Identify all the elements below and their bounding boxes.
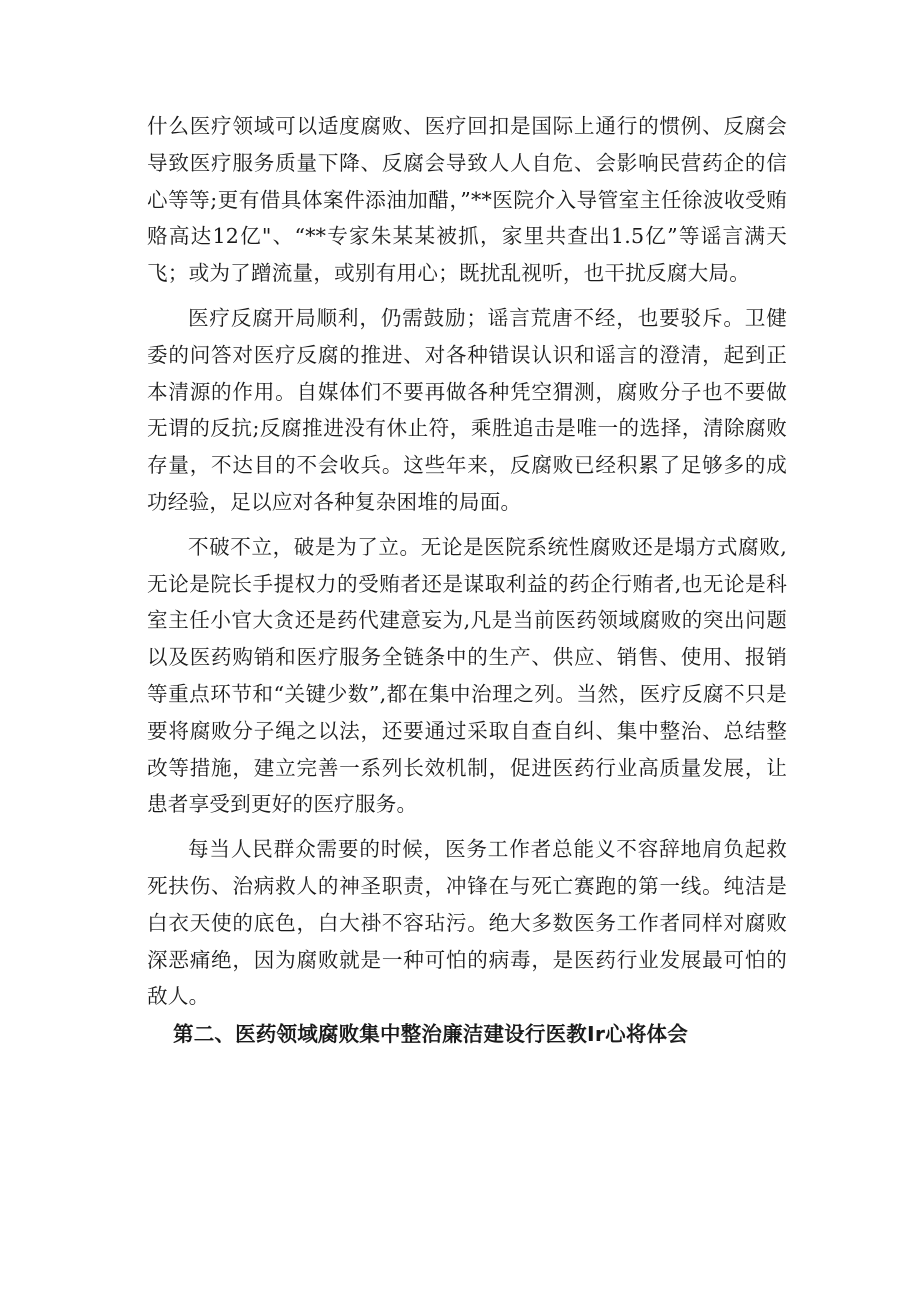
paragraph-3: 不破不立，破是为了立。无论是医院系统性腐败还是塌方式腐败,无论是院长手提权力的受贿者还是谋取利益的药企行贿者,也无论是科室主任小官大贪还是药代建意妄为,凡是当前医药领域腐败的突出问题以及医药购销和医疗服务全链条中的生产、供应、销售、使用、报销等重点环节和“关键少数”,都在集中治理之列。当然，医疗反腐不只是要将腐败分子绳之以法，还要通过采取自查自纠、集中整治、总结整改等措施，建立完善一系列长效机制，促进医药行业高质量发展，让患者享受到更好的医疗服务。 <box>147 534 787 817</box>
paragraph-1: 什么医疗领域可以适度腐败、医疗回扣是国际上通行的惯例、反腐会导致医疗服务质量下降、反腐会导致人人自危、会影响民营药企的信心等等;更有借具体案件添油加醋，”**医院介入导管室主任徐波收受贿赂高达12亿"、“**专家朱某某被抓，家里共查出1.5亿”等谣言满天飞；或为了蹭流量，或别有用心；既扰乱视听，也干扰反腐大局。 <box>147 114 787 286</box>
section-heading: 第二、医药领域腐败集中整治廉洁建设行医教Ir心将体会 <box>173 1022 688 1047</box>
paragraph-4: 每当人民群众需要的时候，医务工作者总能义不容辞地肩负起救死扶伤、治病救人的神圣职责，冲锋在与死亡赛跑的第一线。纯洁是白衣天使的底色，白大褂不容玷污。绝大多数医务工作者同样对腐败深恶痛绝，因为腐败就是一种可怕的病毒，是医药行业发展最可怕的敌人。 <box>147 837 787 1009</box>
paragraph-2: 医疗反腐开局顺利，仍需鼓励；谣言荒唐不经，也要驳斥。卫健委的问答对医疗反腐的推进、对各种错误认识和谣言的澄清，起到正本清源的作用。自媒体们不要再做各种凭空猬测，腐败分子也不要做无谓的反抗;反腐推进没有休止符，乘胜追击是唯一的选择，清除腐败存量，不达目的不会收兵。这些年来，反腐败已经积累了足够多的成功经验，足以应对各种复杂困堆的局面。 <box>147 305 787 514</box>
document-page <box>147 108 787 1049</box>
